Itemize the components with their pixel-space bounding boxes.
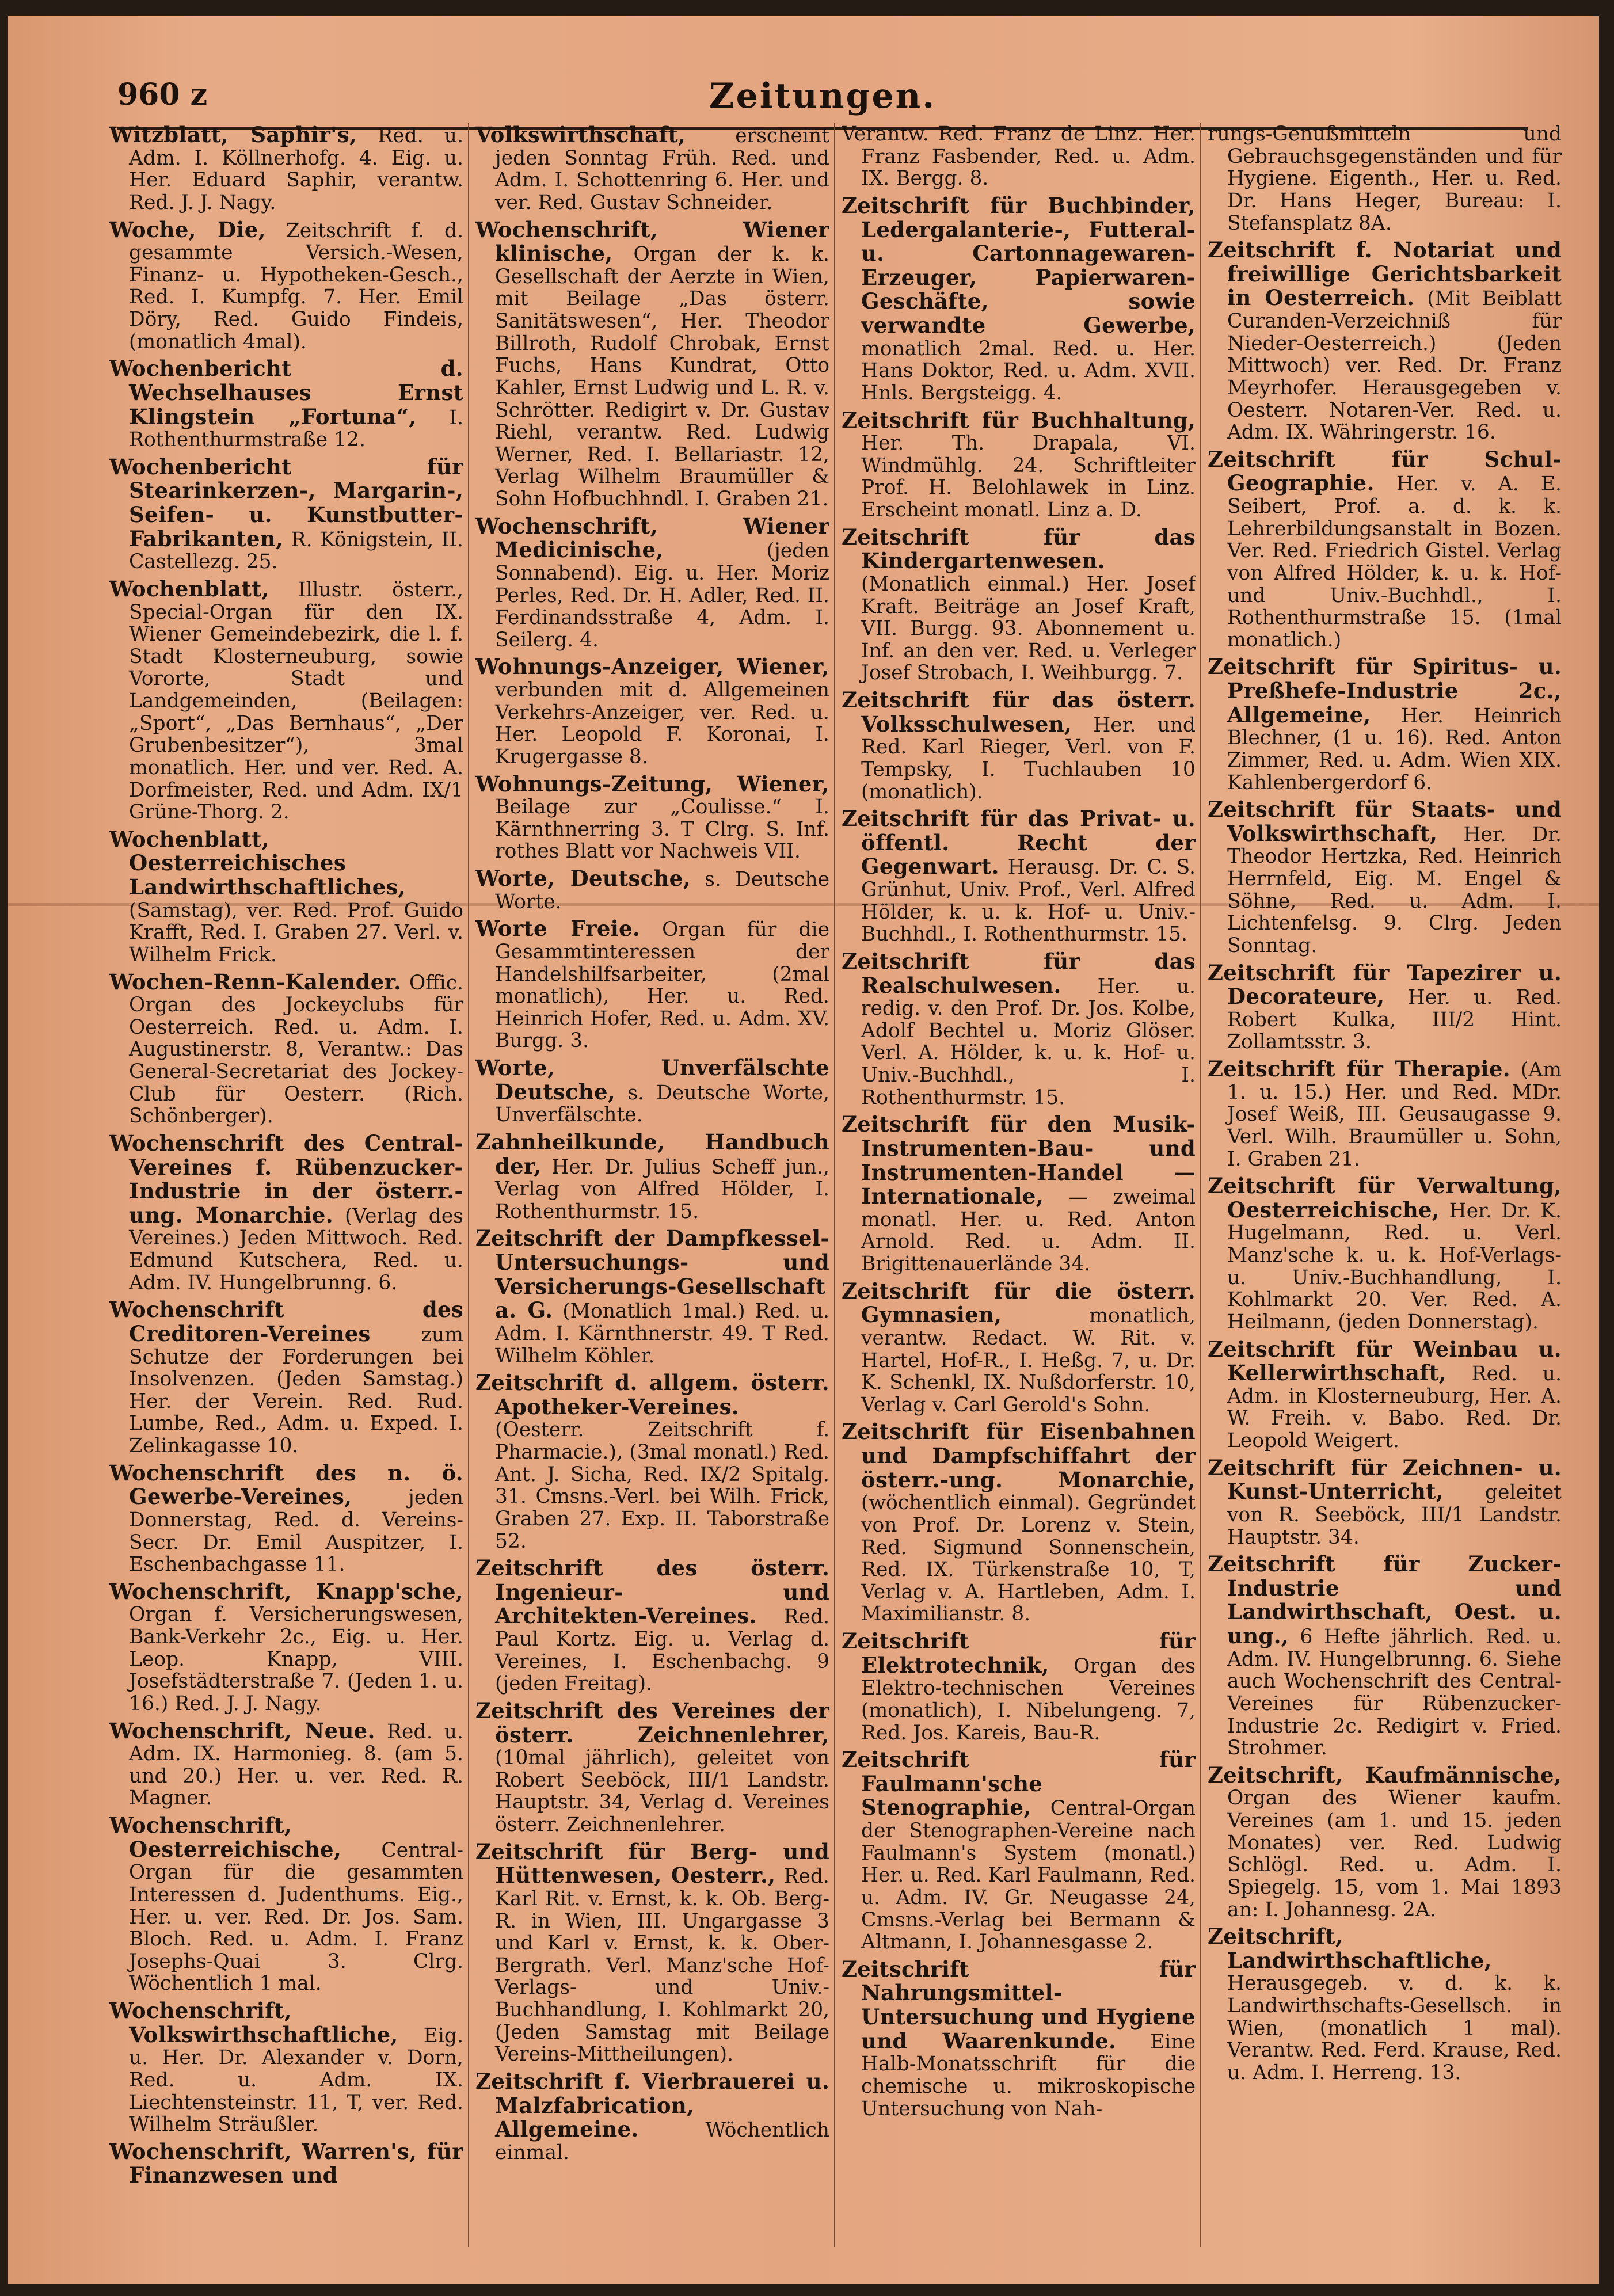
- entry-headword: Zeitschrift für Faulmann'sche Stenographie,: [842, 1747, 1196, 1821]
- directory-entry: [475, 772, 829, 863]
- entry-text: zum Schutze der Forderungen bei Insolvenzen. (Jeden Samstag.) Her. der Verein. Red. Rud. Lumbe, Red., Adm. u. Exped. I. Zelinkagasse 10.: [129, 1323, 463, 1457]
- entry-headword: Zeitschrift, Landwirthschaftliche,: [1208, 1924, 1492, 1973]
- directory-entry: [1208, 1552, 1562, 1760]
- entry-text: Organ des Wiener kaufm. Vereines (am 1. und 15. jeden Monates) ver. Red. Ludwig Schlögl. Red. u. Adm. I. Spiegelg. 15, vom 1. Mai 1893 an: I. Johannesg. 2A.: [1227, 1787, 1562, 1921]
- entry-text: I. Rothenthurmstraße 12.: [129, 406, 463, 452]
- directory-entry: [109, 1719, 463, 1810]
- directory-entry: [1208, 1925, 1562, 2084]
- entry-text: Red. u. Adm. IX. Harmonieg. 8. (am 5. und 20.) Her. u. ver. Red. R. Magner.: [129, 1720, 463, 1810]
- directory-entry: [475, 655, 829, 768]
- entry-headword: Zeitschrift für das Realschulwesen.: [842, 948, 1196, 998]
- entry-headword: Wochenschrift, Volkswirthschaftliche,: [109, 1998, 398, 2047]
- entry-headword: Wohnungs-Zeitung, Wiener,: [475, 771, 829, 797]
- entry-text: Organ für die Gesammtinteressen der Handelshilfsarbeiter, (2mal monatlich), Her. u. Red. Heinrich Hofer, Red. u. Adm. XV. Burgg. 3.: [495, 918, 829, 1053]
- entry-text: Her. Dr. Julius Scheff jun., Verlag von Alfred Hölder, I. Rothenthurmstr. 15.: [495, 1155, 829, 1223]
- entry-headword: Wochenschrift, Wiener Medicinische,: [475, 513, 829, 563]
- entry-text: Herausg. Dr. C. S. Grünhut, Univ. Prof., Verl. Alfred Hölder, k. u. k. Hof- u. Univ.-Buchhdl., I. Rothenthurmstr. 15.: [861, 856, 1196, 946]
- entry-headword: Zeitschrift für das Kindergartenwesen.: [842, 524, 1196, 574]
- entry-headword: Zeitschrift für Tapezirer u. Decorateure,: [1208, 959, 1562, 1010]
- directory-entry: [109, 577, 463, 824]
- entry-text: monatlich 2mal. Red. u. Her. Hans Doktor, Red. u. Adm. XVII. Hnls. Bergsteigg. 4.: [861, 337, 1196, 405]
- directory-entry: [109, 123, 463, 214]
- column-3: [842, 123, 1196, 2247]
- entry-headword: Zeitschrift des österr. Ingenieur- und Architekten-Vereines.: [475, 1555, 829, 1629]
- entry-headword: Zeitschrift d. allgem. österr. Apotheker-Vereines.: [475, 1370, 829, 1419]
- column-4: [1208, 123, 1562, 2247]
- directory-entry: [475, 867, 829, 913]
- entry-text: Her. Dr. Theodor Hertzka, Red. Heinrich Herrnfeld, Eig. M. Engel & Söhne, Red. u. Adm. I. Lichtenfelsg. 9. Clrg. Jeden Sonntag.: [1227, 823, 1562, 957]
- entry-headword: Woche, Die,: [109, 216, 266, 242]
- entry-text: Red. Paul Kortz. Eig. u. Verlag d. Vereines, I. Eschenbachg. 9 (jeden Freitag).: [495, 1605, 829, 1696]
- entry-text: Organ des Elektro-technischen Vereines (monatlich), I. Nibelungeng. 7, Red. Jos. Kareis, Bau-R.: [861, 1654, 1196, 1745]
- directory-entry: [475, 1130, 829, 1223]
- entry-headword: Wochenschrift, Oesterreichische,: [109, 1813, 342, 1862]
- directory-entry: [475, 1371, 829, 1552]
- column-divider: [834, 123, 835, 2247]
- directory-entry: [109, 1461, 463, 1576]
- directory-entry: [1208, 961, 1562, 1054]
- directory-entry: [842, 807, 1196, 946]
- entry-headword: Zeitschrift für Verwaltung, Oesterreichische,: [1208, 1173, 1562, 1223]
- entry-text: geleitet von R. Seeböck, III/1 Landstr. Hauptstr. 34.: [1227, 1481, 1562, 1549]
- directory-entry: [842, 526, 1196, 684]
- column-divider: [1200, 123, 1201, 2247]
- entry-text: Wöchentlich einmal.: [495, 2119, 829, 2164]
- entry-text: Beilage zur „Coulisse.“ I. Kärnthnerring 3. T Clrg. S. Inf. rothes Blatt vor Nachweis VII.: [495, 795, 829, 863]
- directory-entry: [1208, 1338, 1562, 1452]
- entry-headword: Wohnungs-Anzeiger, Wiener,: [475, 654, 829, 680]
- entry-headword: Zeitschrift für Spiritus- u. Preßhefe-Industrie 2c., Allgemeine,: [1208, 654, 1562, 728]
- entry-headword: Wochenbericht für Stearinkerzen-, Margarin-, Seifen- u. Kunstbutter-Fabrikanten,: [109, 454, 463, 551]
- entry-text: Eig. u. Her. Dr. Alexander v. Dorn, Red. u. Adm. IX. Liechtensteinstr. 11, T, ver. Red. Wilhelm Sträußler.: [129, 2024, 463, 2137]
- directory-entry: [109, 1999, 463, 2136]
- directory-entry: [842, 1958, 1196, 2120]
- directory-entry: [475, 1556, 829, 1695]
- directory-entry: [842, 409, 1196, 521]
- entry-text: Red. u. Adm. in Klosterneuburg, Her. A. W. Freih. v. Babo. Red. Dr. Leopold Weigert.: [1227, 1362, 1562, 1452]
- entry-text: Offic. Organ des Jockeyclubs für Oesterreich. Red. u. Adm. I. Augustinerstr. 8, Verantw.: Das General-Secretariat des Jockey-Club für Oesterr. (Rich. Schönberger).: [129, 971, 463, 1128]
- directory-entry: [109, 1132, 463, 1294]
- entry-headword: Zeitschrift für Buchhaltung,: [842, 407, 1196, 433]
- entry-headword: Worte Freie.: [475, 916, 641, 942]
- entry-headword: Wochen-Renn-Kalender.: [109, 969, 402, 995]
- directory-entry: [1208, 1764, 1562, 1921]
- directory-entry: [109, 970, 463, 1128]
- directory-entry: [475, 123, 829, 214]
- directory-entry: [1208, 655, 1562, 794]
- page-number: 960 z: [117, 77, 208, 112]
- entry-text: (Monatlich einmal.) Her. Josef Kraft. Beiträge an Josef Kraft, VII. Burgg. 93. Abonnement u. Inf. an den ver. Red. u. Verleger Josef Strobach, I. Weihburgg. 7.: [861, 572, 1196, 685]
- entry-text: Zeitschrift f. d. gesammte Versich.-Wesen, Finanz- u. Hypotheken-Gesch., Red. I. Kumpfg. 7. Her. Emil Döry, Red. Guido Findeis, (monatlich 4mal).: [129, 219, 463, 353]
- entry-headword: Zeitschrift für Nahrungsmittel-Untersuchung und Hygiene und Waarenkunde.: [842, 1956, 1196, 2054]
- directory-entry: [109, 218, 463, 353]
- entry-text: s. Deutsche Worte, Unverfälschte.: [495, 1081, 829, 1127]
- directory-entry: [1208, 1057, 1562, 1170]
- entry-headword: Zeitschrift für Therapie.: [1208, 1056, 1510, 1082]
- entry-text: Her. u. Red. Robert Kulka, III/2 Hint. Zollamtsstr. 3.: [1227, 986, 1562, 1054]
- directory-entry: [842, 1280, 1196, 1417]
- entry-text: Her. Th. Drapala, VI. Windmühlg. 24. Schriftleiter Prof. H. Belohlawek in Linz. Erscheint monatl. Linz a. D.: [861, 432, 1196, 521]
- directory-entry: [109, 357, 463, 451]
- entry-headword: Wochenschrift des Central-Vereines f. Rübenzucker-Industrie in der österr.-ung. Monarchie.: [109, 1130, 463, 1228]
- entry-text: Central-Organ der Stenographen-Vereine nach Faulmann's System (monatl.) Her. u. Red. Karl Faulmann, Red. u. Adm. IV. Gr. Neugasse 24, Cmsns.-Verlag bei Bermann & Altmann, I. Johannesgasse 2.: [861, 1797, 1196, 1954]
- entry-headword: Zeitschrift der Dampfkessel-Untersuchungs- und Versicherungs-Gesellschaft a. G.: [475, 1225, 829, 1323]
- entry-headword: Wochenschrift, Warren's, für Finanzwesen und: [109, 2138, 463, 2188]
- entry-text: verbunden mit d. Allgemeinen Verkehrs-Anzeiger, ver. Red. u. Her. Leopold F. Koronai, I. Krugergasse 8.: [495, 679, 829, 768]
- entry-text: Organ der k. k. Gesellschaft der Aerzte in Wien, mit Beilage „Das österr. Sanitätswesen“, Her. Theodor Billroth, Rudolf Chrobak, Ernst Fuchs, Hans Kundrat, Otto Kahler, Ernst Ludwig und L. R. v. Schrötter. Redigirt v. Dr. Gustav Riehl, verantw. Red. Ludwig Werner, Red. I. Bellariastr. 12, Verlag Wilhelm Braumüller & Sohn Hofbuchhndl. I. Graben 21.: [495, 243, 829, 511]
- page-header: [117, 74, 1528, 130]
- entry-text: (Samstag), ver. Red. Prof. Guido Krafft, Red. I. Graben 27. Verl. v. Wilhelm Frick.: [129, 898, 463, 966]
- directory-entry: [475, 1699, 829, 1836]
- entry-text: (wöchentlich einmal). Gegründet von Prof. Dr. Lorenz v. Stein, Red. Sigmund Sonnenschein, Red. IX. Türkenstraße 10, T, Verlag v. A. Hartleben, Adm. I. Maximilianstr. 8.: [861, 1491, 1196, 1626]
- entry-headword: Worte, Unverfälschte Deutsche,: [475, 1055, 829, 1105]
- directory-entry: [109, 455, 463, 573]
- entry-text: (Verlag des Vereines.) Jeden Mittwoch. Red. Edmund Kutschera, Red. u. Adm. IV. Hungelbrunng. 6.: [129, 1204, 463, 1294]
- entry-headword: Zeitschrift für Schul-Geographie.: [1208, 446, 1562, 496]
- entry-headword: Zeitschrift für Staats- und Volkswirthschaft,: [1208, 797, 1562, 846]
- entry-headword: Zeitschrift für Berg- und Hüttenwesen, Oesterr.,: [475, 1838, 829, 1888]
- entry-text: Illustr. österr., Special-Organ für den IX. Wiener Gemeindebezirk, die l. f. Stadt Klosterneuburg, sowie Vororte, Stadt und Landgemeinden, (Beilagen: „Sport“, „Das Bernhaus“, „Der Grubenbesitzer“), 3mal monatlich. Her. und ver. Red. A. Dorfmeister, Red. und Adm. IX/1 Grüne-Thorg. 2.: [129, 578, 463, 824]
- directory-entry: [842, 688, 1196, 803]
- directory-entry: [109, 1298, 463, 1457]
- directory-entry: [842, 1748, 1196, 1954]
- column-1: [109, 123, 463, 2247]
- entry-headword: Zeitschrift für das österr. Volksschulwesen,: [842, 687, 1196, 737]
- entry-text: Herausgegeb. v. d. k. k. Landwirthschafts-Gesellsch. in Wien, (monatlich 1 mal). Verantw. Red. Ferd. Krause, Red. u. Adm. I. Herreng. 13.: [1227, 1972, 1562, 2084]
- directory-entry: [475, 218, 829, 511]
- entry-text: R. Königstein, II. Castellezg. 25.: [129, 528, 463, 574]
- entry-text: Her. und Red. Karl Rieger, Verl. von F. Tempsky, I. Tuchlauben 10 (monatlich).: [861, 713, 1196, 804]
- directory-entry: [109, 2140, 463, 2188]
- directory-entry: [842, 1420, 1196, 1625]
- entry-headword: Volkswirthschaft,: [475, 123, 686, 147]
- entry-headword: Zeitschrift für die österr. Gymnasien,: [842, 1278, 1196, 1328]
- entry-text: Eine Halb-Monatsschrift für die chemische u. mikroskopische Untersuchung von Nah-: [861, 2030, 1196, 2120]
- entry-text: (Oesterr. Zeitschrift f. Pharmacie.), (3mal monatl.) Red. Ant. J. Sicha, Red. IX/2 Spitalg. 31. Cmsns.-Verl. bei Wilh. Frick, Graben 27. Exp. II. Taborstraße 52.: [495, 1418, 829, 1553]
- entry-text: 6 Hefte jährlich. Red. u. Adm. IV. Hungelbrunng. 6. Siehe auch Wochenschrift des Central-Vereines für Rübenzucker-Industrie 2c. Redigirt v. Fried. Strohmer.: [1227, 1625, 1562, 1760]
- column-2: [475, 123, 829, 2247]
- directory-entry: [842, 194, 1196, 405]
- entry-headword: Zeitschrift des Vereines der österr. Zeichnenlehrer,: [475, 1697, 829, 1747]
- entry-text: Organ f. Versicherungswesen, Bank-Verkehr 2c., Eig. u. Her. Leop. Knapp, VIII. Josefstädterstraße 7. (Jeden 1. u. 16.) Red. J. J. Nagy.: [129, 1603, 463, 1715]
- entry-headword: Zeitschrift für Weinbau u. Kellerwirthschaft,: [1208, 1336, 1562, 1386]
- entry-headword: Wochenbericht d. Wechselhauses Ernst Klingstein „Fortuna“,: [109, 356, 463, 429]
- entry-headword: Wochenblatt,: [109, 576, 269, 601]
- entry-headword: Zeitschrift f. Notariat und freiwillige Gerichtsbarkeit in Oesterreich.: [1208, 237, 1562, 311]
- directory-entry: [842, 950, 1196, 1109]
- entry-headword: Wochenschrift, Knapp'sche,: [109, 1578, 463, 1604]
- directory-entry: [842, 123, 1196, 190]
- directory-entry: [1208, 238, 1562, 444]
- directory-entry: [109, 828, 463, 966]
- entry-headword: Zeitschrift f. Vierbrauerei u. Malzfabrication, Allgemeine.: [475, 2068, 829, 2142]
- directory-entry: [109, 1580, 463, 1715]
- directory-entry: [842, 1629, 1196, 1744]
- entry-text: (Monatlich 1mal.) Red. u. Adm. I. Kärnthnerstr. 49. T Red. Wilhelm Köhler.: [495, 1300, 829, 1368]
- entry-text: Verantw. Red. Franz de Linz. Her. Franz Fasbender, Red. u. Adm. IX. Bergg. 8.: [842, 123, 1196, 191]
- directory-entry: [1208, 1456, 1562, 1549]
- entry-headword: Zeitschrift für den Musik-Instrumenten-Bau- und Instrumenten-Handel — Internationale,: [842, 1111, 1196, 1209]
- entry-text: Her. Heinrich Blechner, (1 u. 16). Red. Anton Zimmer, Red. u. Adm. Wien XIX. Kahlenbergerdorf 6.: [1227, 704, 1562, 794]
- column-divider: [468, 123, 469, 2247]
- directory-entry: [1208, 448, 1562, 652]
- entry-headword: Wochenblatt, Oesterreichisches Landwirthschaftliches,: [109, 826, 406, 900]
- directory-entry: [1208, 123, 1562, 234]
- directory-entry: [1208, 798, 1562, 957]
- entry-text: Red. Karl Rit. v. Ernst, k. k. Ob. Berg-R. in Wien, III. Ungargasse 3 und Karl v. Ernst, k. k. Ober-Bergrath. Verl. Manz'sche Hof-Verlags- und Univ.-Buchhandlung, I. Kohlmarkt 20, (Jeden Samstag mit Beilage Vereins-Mittheilungen).: [495, 1865, 829, 2066]
- entry-headword: Zeitschrift für Buchbinder, Ledergalanterie-, Futteral- u. Cartonnagewaren-Erzeuger, Papierwaren-Geschäfte, sowie verwandte Gewerbe,: [842, 192, 1196, 338]
- entry-text: (Mit Beiblatt Curanden-Verzeichniß für Nieder-Oesterreich.) (Jeden Mittwoch) ver. Red. Dr. Franz Meyrhofer. Herausgegeben v. Oesterr. Notaren-Ver. Red. u. Adm. IX. Währingerstr. 16.: [1227, 287, 1562, 444]
- entry-headword: Zeitschrift für Zeichnen- u. Kunst-Unterricht,: [1208, 1454, 1562, 1505]
- directory-entry: [475, 917, 829, 1052]
- directory-entry: [1208, 1174, 1562, 1333]
- entry-headword: Zahnheilkunde, Handbuch der,: [475, 1129, 829, 1179]
- page-title: Zeitungen.: [709, 76, 937, 116]
- entry-text: (10mal jährlich), geleitet von Robert Seeböck, III/1 Landstr. Hauptstr. 34, Verlag d. Vereines österr. Zeichnenlehrer.: [495, 1746, 829, 1836]
- entry-headword: Zeitschrift für Eisenbahnen und Dampfschiffahrt der österr.-ung. Monarchie,: [842, 1419, 1196, 1492]
- directory-entry: [842, 1113, 1196, 1275]
- entry-headword: Wochenschrift des Creditoren-Vereines: [109, 1297, 463, 1346]
- entry-text: jeden Donnerstag, Red. d. Vereins-Secr. Dr. Emil Auspitzer, I. Eschenbachgasse 11.: [129, 1486, 463, 1577]
- entry-headword: Witzblatt, Saphir's,: [109, 123, 357, 147]
- entry-headword: Zeitschrift für Elektrotechnik,: [842, 1628, 1196, 1678]
- entry-headword: Wochenschrift, Neue.: [109, 1718, 375, 1743]
- entry-headword: Worte, Deutsche,: [475, 866, 691, 891]
- entry-text: s. Deutsche Worte.: [495, 868, 829, 913]
- entry-text: rungs-Genußmitteln und Gebrauchsgegenständen und für Hygiene. Eigenth., Her. u. Red. Dr. Hans Heger, Bureau: I. Stefansplatz 8A.: [1208, 123, 1562, 235]
- directory-entry: [475, 1056, 829, 1126]
- entry-text: Red. u. Adm. I. Köllnerhofg. 4. Eig. u. Her. Eduard Saphir, verantw. Red. J. J. Nagy.: [129, 124, 463, 214]
- directory-entry: [475, 515, 829, 652]
- directory-entry: [475, 1840, 829, 2066]
- entry-headword: Zeitschrift für das Privat- u. öffentl. Recht der Gegenwart.: [842, 806, 1196, 879]
- entry-headword: Zeitschrift für Zucker-Industrie und Landwirthschaft, Oest. u. ung.,: [1208, 1551, 1562, 1648]
- directory-entry: [109, 1814, 463, 1995]
- entry-text: Her. u. redig. v. den Prof. Dr. Jos. Kolbe, Adolf Bechtel u. Moriz Glöser. Verl. A. Hölder, k. u. k. Hof- u. Univ.-Buchhdl., I. Rothenthurmstr. 15.: [861, 974, 1196, 1109]
- entry-text: (jeden Sonnabend). Eig. u. Her. Moriz Perles, Red. Dr. H. Adler, Red. II. Ferdinandsstraße 4, Adm. I. Seilerg. 4.: [495, 539, 829, 652]
- entry-headword: Wochenschrift des n. ö. Gewerbe-Vereines,: [109, 1460, 463, 1510]
- entry-text: Her. Dr. K. Hugelmann, Red. u. Verl. Manz'sche k. u. k. Hof-Verlags- u. Univ.-Buchhandlung, I. Kohlmarkt 20. Ver. Red. A. Heilmann, (jeden Donnerstag).: [1227, 1199, 1562, 1334]
- entry-text: (Am 1. u. 15.) Her. und Red. MDr. Josef Weiß, III. Geusaugasse 9. Verl. Wilh. Braumüller u. Sohn, I. Graben 21.: [1227, 1058, 1562, 1171]
- entry-text: monatlich, verantw. Redact. W. Rit. v. Hartel, Hof-R., I. Heßg. 7, u. Dr. K. Schenkl, IX. Nußdorferstr. 10, Verlag v. Carl Gerold's Sohn.: [861, 1304, 1196, 1417]
- directory-entry: [475, 2070, 829, 2164]
- entry-text: Her. v. A. E. Seibert, Prof. a. d. k. k. Lehrerbildungsanstalt in Bozen. Ver. Red. Friedrich Gistel. Verlag von Alfred Hölder, k. u. k. Hof- und Univ.-Buchhdl., I. Rothenthurmstraße 15. (1mal monatlich.): [1227, 473, 1562, 652]
- entry-text: erscheint jeden Sonntag Früh. Red. und Adm. I. Schottenring 6. Her. und ver. Red. Gustav Schneider.: [495, 124, 829, 214]
- entry-text: Central-Organ für die gesammten Interessen d. Judenthums. Eig., Her. u. ver. Red. Dr. Jos. Sam. Bloch. Red. u. Adm. I. Franz Josephs-Quai 3. Clrg. Wöchentlich 1 mal.: [129, 1838, 463, 1996]
- entry-headword: Wochenschrift, Wiener klinische,: [475, 216, 829, 266]
- entry-text: — zweimal monatl. Her. u. Red. Anton Arnold. Red. u. Adm. II. Brigittenauerlände 34.: [861, 1186, 1196, 1275]
- directory-entry: [475, 1227, 829, 1367]
- entry-headword: Zeitschrift, Kaufmännische,: [1208, 1762, 1562, 1788]
